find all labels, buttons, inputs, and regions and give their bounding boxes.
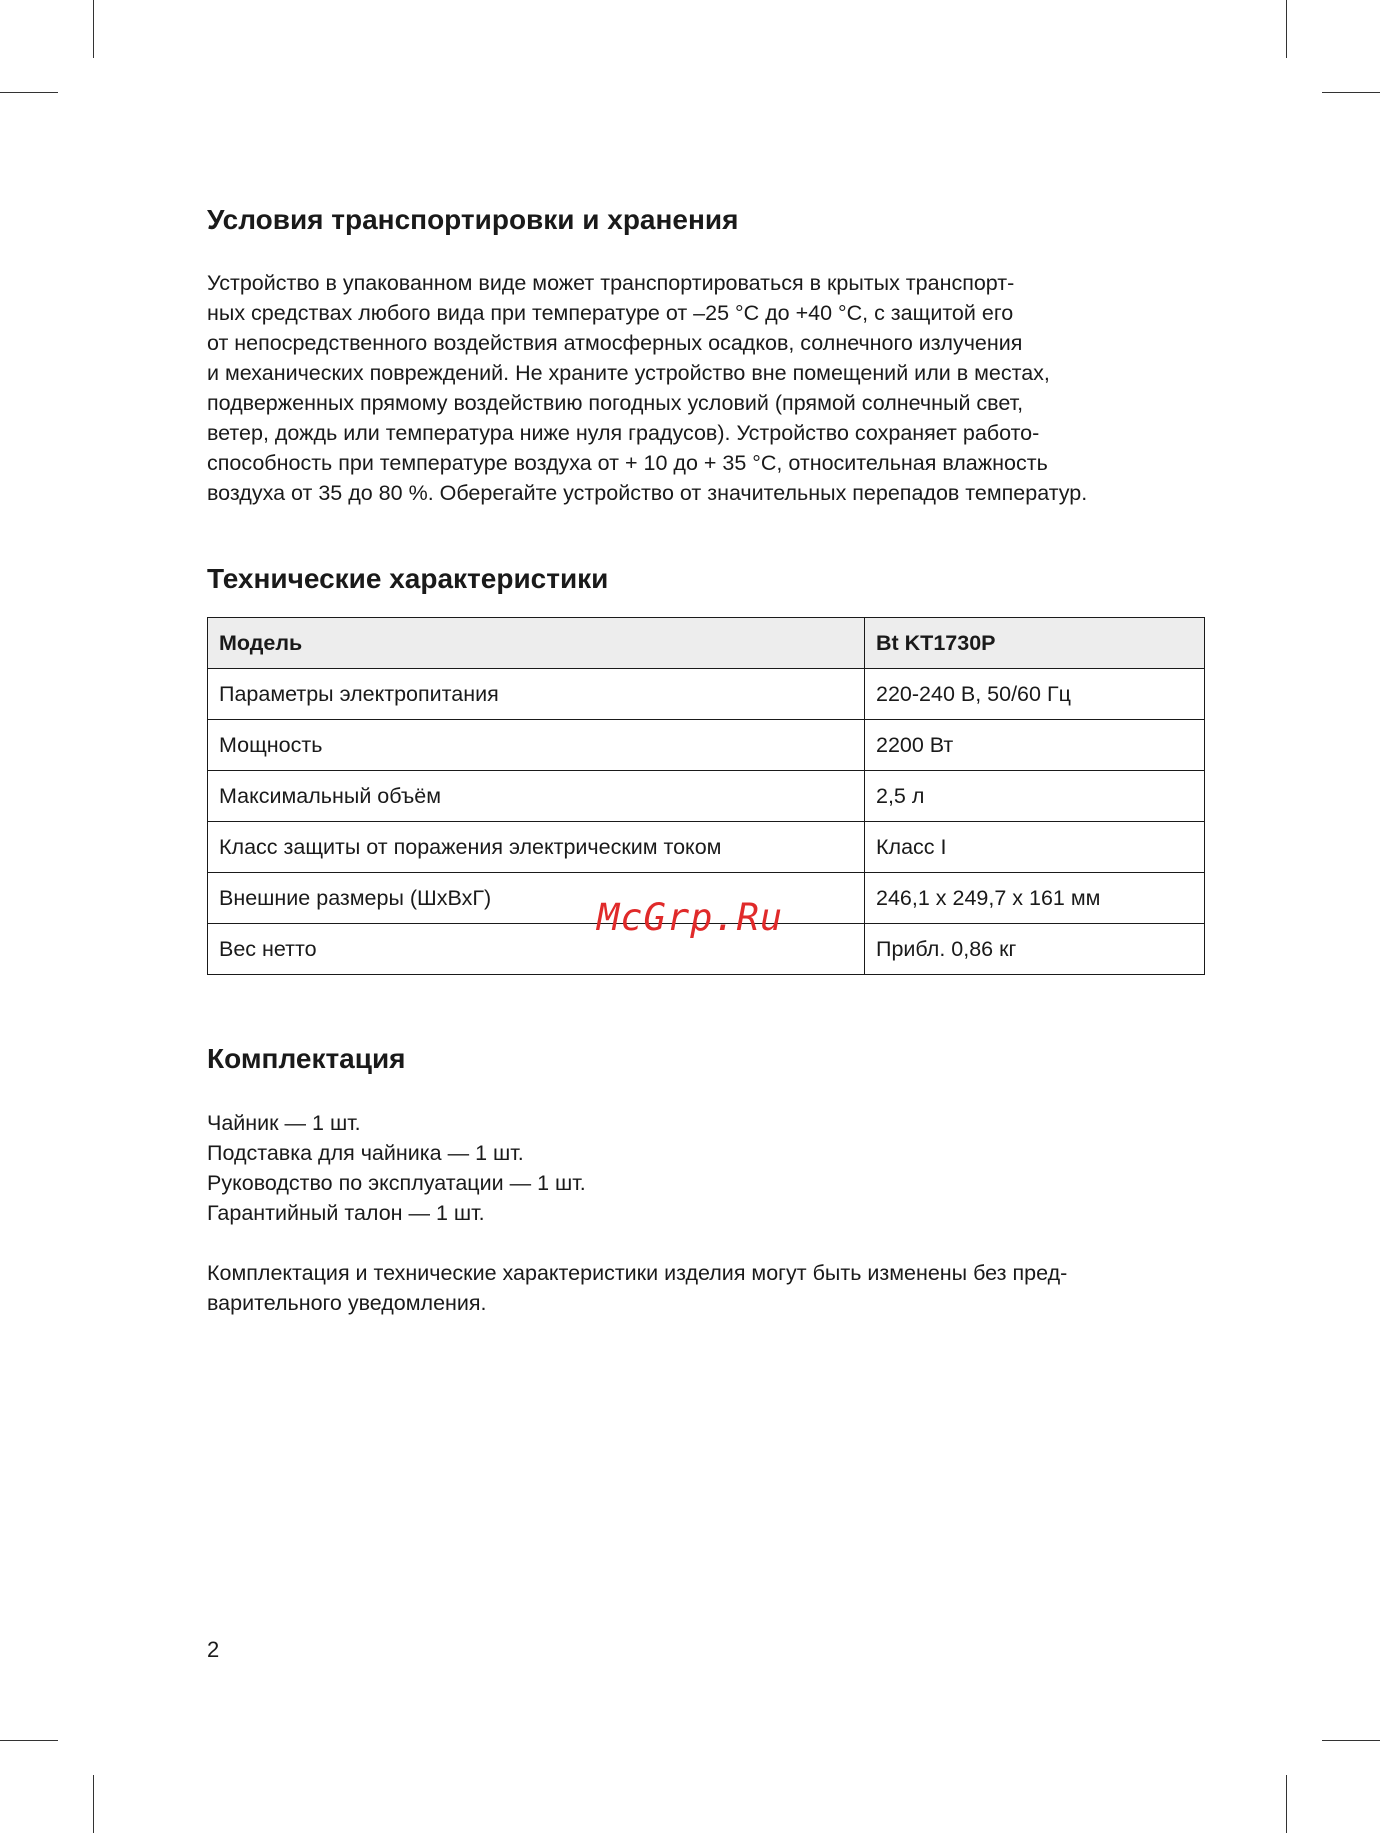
specs-heading: Технические характеристики — [207, 563, 609, 594]
crop-mark — [1322, 1740, 1380, 1741]
list-item: Гарантийный талон — 1 шт. — [207, 1201, 485, 1225]
kit-heading: Комплектация — [207, 1043, 406, 1074]
crop-mark — [1322, 92, 1380, 93]
table-row — [208, 771, 1205, 822]
table-row — [208, 720, 1205, 771]
table-cell-param: Мощность — [208, 720, 865, 771]
table-header-row — [208, 618, 1205, 669]
paragraph-line: Комплектация и технические характеристики изделия могут быть изменены без пред- — [207, 1261, 1068, 1285]
table-cell-param: Класс защиты от поражения электрическим током — [208, 822, 865, 873]
paragraph-line: способность при температуре воздуха от + 10 до + 35 °C, относительная влажность — [207, 451, 1048, 475]
paragraph-line: от непосредственного воздействия атмосферных осадков, солнечного излучения — [207, 331, 1023, 355]
crop-mark — [1286, 0, 1287, 58]
table-cell-value: 2,5 л — [865, 771, 1205, 822]
crop-mark — [93, 1775, 94, 1833]
list-item: Чайник — 1 шт. — [207, 1111, 361, 1135]
watermark: McGrp.Ru — [597, 896, 784, 939]
page-number: 2 — [207, 1637, 220, 1662]
table-row — [208, 822, 1205, 873]
crop-mark — [93, 0, 94, 58]
table-cell-value: 220-240 В, 50/60 Гц — [865, 669, 1205, 720]
crop-mark — [0, 1740, 58, 1741]
paragraph-line: и механических повреждений. Не храните устройство вне помещений или в местах, — [207, 361, 1050, 385]
transport-heading: Условия транспортировки и хранения — [207, 204, 739, 235]
kit-list — [207, 1108, 586, 1228]
paragraph-line: воздуха от 35 до 80 %. Оберегайте устройство от значительных перепадов температур. — [207, 481, 1088, 505]
paragraph-line: ных средствах любого вида при температуре от –25 °C до +40 °C, с защитой его — [207, 301, 1014, 325]
table-cell-param: Вес нетто — [208, 924, 865, 975]
table-cell-value: 2200 Вт — [865, 720, 1205, 771]
table-row — [208, 669, 1205, 720]
table-cell-param: Внешние размеры (ШхВхГ) — [208, 873, 865, 924]
paragraph-line: подверженных прямому воздействию погодных условий (прямой солнечный свет, — [207, 391, 1024, 415]
kit-note — [207, 1258, 1067, 1318]
table-cell-value: 246,1 x 249,7 x 161 мм — [865, 873, 1205, 924]
paragraph-line: ветер, дождь или температура ниже нуля градусов). Устройство сохраняет работо- — [207, 421, 1040, 445]
crop-mark — [1286, 1775, 1287, 1833]
table-cell-param: Максимальный объём — [208, 771, 865, 822]
paragraph-line: Устройство в упакованном виде может транспортироваться в крытых транспорт- — [207, 271, 1015, 295]
list-item: Подставка для чайника — 1 шт. — [207, 1141, 524, 1165]
table-cell-param: Параметры электропитания — [208, 669, 865, 720]
table-header-cell: Bt KT1730P — [865, 618, 1205, 669]
crop-mark — [0, 92, 58, 93]
table-cell-value: Прибл. 0,86 кг — [865, 924, 1205, 975]
list-item: Руководство по эксплуатации — 1 шт. — [207, 1171, 586, 1195]
paragraph-line: варительного уведомления. — [207, 1291, 487, 1315]
table-header-cell: Модель — [208, 618, 865, 669]
transport-paragraph — [207, 268, 1087, 508]
table-cell-value: Класс I — [865, 822, 1205, 873]
